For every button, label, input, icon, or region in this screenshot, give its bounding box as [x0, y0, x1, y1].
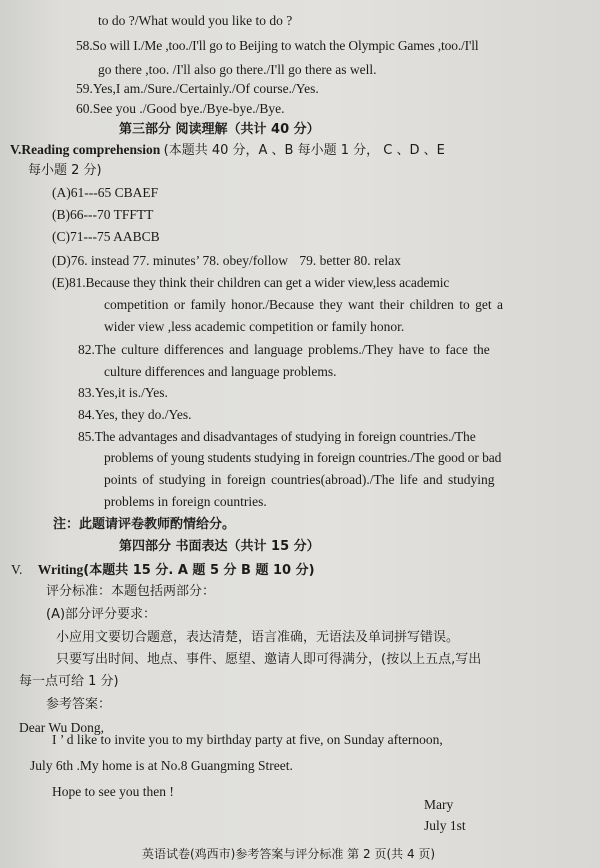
letter-greeting: Dear Wu Dong,	[19, 720, 105, 735]
reference-answer-label: 参考答案：	[46, 697, 112, 712]
answer-d-part2: 79. better 80. relax	[299, 253, 401, 268]
q83: 83.Yes,it is./Yes.	[78, 385, 168, 400]
reading-section-scoring: (本题共 40 分，A 、B 每小题 1 分， C 、D 、E	[163, 143, 445, 158]
answer-a: (A)61---65 CBAEF	[52, 185, 159, 200]
q60: 60.See you ./Good bye./Bye-bye./Bye.	[76, 101, 285, 116]
reading-section-scoring-cont: 每小题 2 分)	[28, 163, 102, 178]
page-footer: 英语试卷(鸡西市)参考答案与评分标准 第 2 页(共 4 页)	[142, 847, 436, 861]
writing-section-number: V.	[11, 562, 23, 577]
writing-section-scoring: (本题共 15 分. A 题 5 分 B 题 10 分)	[83, 563, 315, 578]
requirement-1: 小应用文要切合题意，表达清楚，语言准确，无语法及单词拼写错误。	[56, 630, 460, 645]
letter-body-line2: July 6th .My home is at No.8 Guangming Street.	[30, 758, 293, 773]
q85-line1: 85.The advantages and disadvantages of studying in foreign countries./The	[78, 429, 476, 444]
letter-signature: Mary	[424, 797, 454, 812]
writing-title-row	[11, 561, 315, 580]
q82-line2: culture differences and language problems.	[104, 364, 337, 379]
q81-line2: competition or family honor./Because they want their children to get a	[104, 297, 504, 312]
part3-heading: 第三部分 阅读理解（共计 40 分）	[119, 122, 320, 137]
teacher-note: 注：此题请评卷教师酌情给分。	[53, 517, 236, 532]
answer-d-part1: (D)76. instead 77. minutes’ 78. obey/follow	[52, 253, 288, 268]
letter-body-line1: I ’ d like to invite you to my birthday party at five, on Sunday afternoon,	[52, 732, 443, 747]
q58-line1: 58.So will I./Me ,too./I'll go to Beijing to watch the Olympic Games ,too./I'll	[76, 38, 479, 53]
q81-line1: (E)81.Because they think their children can get a wider view,less academic	[52, 275, 450, 290]
reading-section-title-row	[10, 141, 445, 160]
q82-line1: 82.The culture differences and language problems./They have to face the	[78, 342, 490, 357]
q58-line2: go there ,too. /I'll also go there./I'll go there as well.	[98, 62, 377, 77]
reading-section-title: V.Reading comprehension	[10, 142, 161, 157]
scoring-criteria: 评分标准：本题包括两部分：	[46, 584, 216, 599]
part4-heading: 第四部分 书面表达（共计 15 分）	[119, 539, 320, 554]
q85-line2: problems of young students studying in foreign countries./The good or bad	[104, 450, 502, 465]
q84: 84.Yes, they do./Yes.	[78, 407, 192, 422]
part-a-requirements: (A)部分评分要求：	[46, 607, 157, 622]
q57-continuation: to do ?/What would you like to do ?	[98, 13, 293, 28]
q85-line4: problems in foreign countries.	[104, 494, 267, 509]
requirement-2-line2: 每一点可给 1 分)	[19, 674, 119, 689]
q59: 59.Yes,I am./Sure./Certainly./Of course./Yes.	[76, 81, 319, 96]
requirement-2-line1: 只要写出时间、地点、事件、愿望、邀请人即可得满分，(按以上五点,写出	[56, 652, 482, 667]
writing-section-title: Writing	[37, 562, 84, 577]
answer-b: (B)66---70 TFFTT	[52, 207, 154, 222]
answer-d-row	[52, 252, 401, 270]
letter-date: July 1st	[424, 818, 466, 833]
letter-body-line3: Hope to see you then !	[52, 784, 174, 799]
q85-line3: points of studying in foreign countries(abroad)./The life and studying	[104, 472, 495, 487]
q81-line3: wider view ,less academic competition or family honor.	[104, 319, 405, 334]
answer-c: (C)71---75 AABCB	[52, 229, 160, 244]
